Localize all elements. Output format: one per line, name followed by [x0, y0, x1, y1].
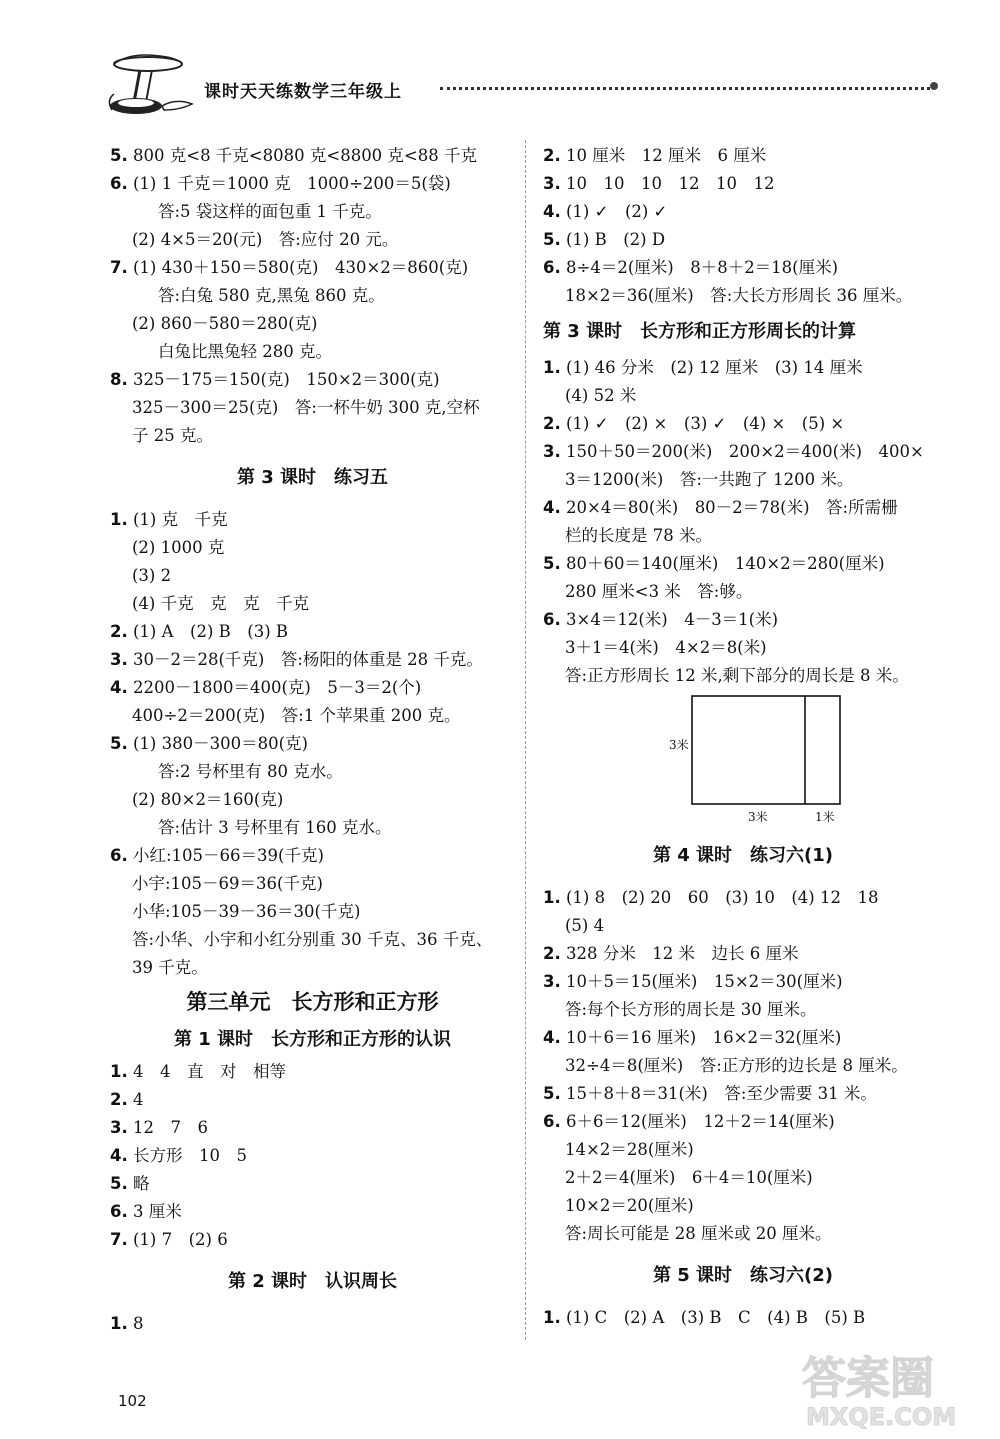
answer-line [110, 198, 515, 226]
answer-text: 400÷2＝200(克) 答:1 个苹果重 200 克。 [132, 706, 461, 725]
answer-line [110, 926, 515, 954]
question-number: 5. [543, 1084, 561, 1103]
answer-text: 3 厘米 [133, 1202, 182, 1221]
answer-line [110, 898, 515, 926]
answer-text: (1) B (2) D [566, 230, 666, 249]
answer-text: 20×4＝80(米) 80－2＝78(米) 答:所需栅 [566, 498, 898, 517]
answer-line [110, 282, 515, 310]
header-title: 课时天天练数学三年级上 [204, 82, 402, 102]
lamp-logo-icon [100, 50, 200, 120]
answer-line [543, 466, 943, 494]
question-number: 2. [543, 414, 561, 433]
answer-line [110, 954, 515, 982]
answer-text: 39 千克。 [132, 958, 208, 977]
answer-line [110, 1170, 515, 1198]
question-number: 3. [543, 972, 561, 991]
page-number: 102 [118, 1392, 147, 1410]
answer-line [543, 1024, 943, 1052]
answer-text: 子 25 克。 [132, 426, 213, 445]
answer-text: 小华:105－39－36＝30(千克) [132, 902, 361, 921]
answer-line [110, 366, 515, 394]
answer-line [110, 254, 515, 282]
answer-text: 325－175＝150(克) 150×2＝300(克) [133, 370, 440, 389]
answer-text: 白兔比黑兔轻 280 克。 [158, 342, 332, 361]
answer-text: 6＋6＝12(厘米) 12＋2＝14(厘米) [566, 1112, 835, 1131]
question-number: 1. [543, 1308, 561, 1327]
answer-text: (1) ✓ (2) ✓ [566, 202, 668, 221]
answer-text: (1) C (2) A (3) B C (4) B (5) B [566, 1308, 866, 1327]
rectangle-diagram [543, 690, 943, 828]
answer-text: 30－2＝28(千克) 答:杨阳的体重是 28 千克。 [133, 650, 483, 669]
answer-line [543, 522, 943, 550]
answer-text: 328 分米 12 米 边长 6 厘米 [566, 944, 799, 963]
answer-text: (3) 2 [132, 566, 172, 585]
question-number: 3. [543, 174, 561, 193]
answer-line [110, 1114, 515, 1142]
answer-line [543, 968, 943, 996]
question-number: 6. [543, 610, 561, 629]
figure-label-height: 3米 [669, 738, 689, 752]
answer-text: 答:5 袋这样的面包重 1 千克。 [158, 202, 382, 221]
svg-text:答案圈: 答案圈 [802, 1353, 934, 1404]
question-number: 5. [110, 146, 128, 165]
question-number: 5. [543, 230, 561, 249]
answer-text: 15＋8＋8＝31(米) 答:至少需要 31 米。 [566, 1084, 877, 1103]
question-number: 3. [110, 650, 128, 669]
answer-line [110, 814, 515, 842]
answer-text: 80＋60＝140(厘米) 140×2＝280(厘米) [566, 554, 885, 573]
answer-text: 答:估计 3 号杯里有 160 克水。 [158, 818, 392, 837]
answer-text: (2) 4×5＝20(元) 答:应付 20 元。 [132, 230, 399, 249]
answer-text: (1) 380－300＝80(克) [133, 734, 308, 753]
answer-text: 2＋2＝4(厘米) 6＋4＝10(厘米) [565, 1168, 813, 1187]
answer-text: 18×2＝36(厘米) 答:大长方形周长 36 厘米。 [565, 286, 913, 305]
answer-text: 8÷4＝2(厘米) 8＋8＋2＝18(厘米) [566, 258, 839, 277]
question-number: 8. [110, 370, 128, 389]
answer-line [110, 758, 515, 786]
svg-text:MXQE.COM: MXQE.COM [806, 1403, 957, 1431]
answer-line [543, 438, 943, 466]
question-number: 1. [543, 888, 561, 907]
answer-text: (1) A (2) B (3) B [133, 622, 289, 641]
answer-line [543, 170, 943, 198]
question-number: 5. [110, 734, 128, 753]
lesson-heading: 第 1 课时 长方形和正方形的认识 [173, 1029, 452, 1050]
lesson-heading: 第 3 课时 长方形和正方形周长的计算 [543, 321, 857, 342]
question-number: 3. [110, 1118, 128, 1137]
answer-text: 32÷4＝8(厘米) 答:正方形的边长是 8 厘米。 [565, 1056, 908, 1075]
header-dotted-rule [440, 87, 930, 90]
question-number: 6. [110, 174, 128, 193]
answer-line [110, 534, 515, 562]
answer-line [110, 226, 515, 254]
question-number: 1. [543, 358, 561, 377]
answer-line [543, 354, 943, 382]
answer-text: 栏的长度是 78 米。 [565, 526, 712, 545]
question-number: 6. [110, 1202, 128, 1221]
answer-line [543, 494, 943, 522]
answer-line [543, 226, 943, 254]
question-number: 1. [110, 1062, 128, 1081]
question-number: 7. [110, 1230, 128, 1249]
answer-text: 略 [133, 1174, 150, 1193]
answer-line [110, 730, 515, 758]
question-number: 1. [110, 1314, 128, 1333]
answer-line [110, 1086, 515, 1114]
answer-text: 10 10 10 12 10 12 [566, 174, 775, 193]
answer-line [110, 870, 515, 898]
answer-line [110, 646, 515, 674]
header-dot [930, 82, 938, 90]
answer-line [110, 310, 515, 338]
answer-line [110, 422, 515, 450]
page-header [100, 50, 940, 130]
answer-line [543, 382, 943, 410]
question-number: 4. [110, 1146, 128, 1165]
answer-text: (1) 8 (2) 20 60 (3) 10 (4) 12 18 [566, 888, 879, 907]
answer-text: 小宇:105－69＝36(千克) [132, 874, 323, 893]
answer-text: 答:每个长方形的周长是 30 厘米。 [565, 1000, 817, 1019]
answer-line [543, 634, 943, 662]
answer-line [110, 702, 515, 730]
answer-text: 10＋6＝16 厘米) 16×2＝32(厘米) [566, 1028, 842, 1047]
answer-line [543, 550, 943, 578]
question-number: 6. [110, 846, 128, 865]
answer-line [543, 662, 943, 690]
question-number: 5. [110, 1174, 128, 1193]
answer-line [543, 1192, 943, 1220]
answer-line [543, 912, 943, 940]
answer-line [110, 170, 515, 198]
answer-line [543, 410, 943, 438]
answer-line [543, 1052, 943, 1080]
answer-text: (5) 4 [565, 916, 605, 935]
question-number: 4. [543, 202, 561, 221]
answer-line [543, 1108, 943, 1136]
answer-text: 答:周长可能是 28 厘米或 20 厘米。 [565, 1224, 832, 1243]
answer-line [110, 590, 515, 618]
answer-text: 答:正方形周长 12 米,剩下部分的周长是 8 米。 [565, 666, 909, 685]
answer-line [110, 1198, 515, 1226]
unit-title: 第三单元 长方形和正方形 [186, 990, 439, 1014]
answer-text: (4) 千克 克 克 千克 [132, 594, 310, 613]
answer-line [110, 618, 515, 646]
answer-text: (2) 1000 克 [132, 538, 225, 557]
answer-text: 答:小华、小宇和小红分别重 30 千克、36 千克、 [132, 930, 493, 949]
answer-line [110, 562, 515, 590]
answer-text: 150＋50＝200(米) 200×2＝400(米) 400× [566, 442, 924, 461]
answer-text: 4 [133, 1090, 144, 1109]
answer-line [110, 842, 515, 870]
answer-line [110, 1058, 515, 1086]
answer-text: 3×4＝12(米) 4－3＝1(米) [566, 610, 779, 629]
question-number: 7. [110, 258, 128, 277]
answer-line [110, 338, 515, 366]
answer-line [543, 1136, 943, 1164]
answer-text: 2200－1800＝400(克) 5－3＝2(个) [133, 678, 422, 697]
answer-text: 长方形 10 5 [133, 1146, 247, 1165]
answer-text: 14×2＝28(厘米) [565, 1140, 694, 1159]
figure-label-width: 3米 [748, 810, 768, 824]
question-number: 2. [110, 1090, 128, 1109]
left-column [110, 142, 515, 1338]
question-number: 4. [543, 1028, 561, 1047]
question-number: 6. [543, 258, 561, 277]
figure-label-strip: 1米 [815, 810, 835, 824]
answer-text: 答:2 号杯里有 80 克水。 [158, 762, 343, 781]
answer-text: (1) ✓ (2) × (3) ✓ (4) × (5) × [566, 414, 845, 433]
question-number: 4. [110, 678, 128, 697]
question-number: 3. [543, 442, 561, 461]
answer-text: 325－300＝25(克) 答:一杯牛奶 300 克,空杯 [132, 398, 480, 417]
answer-line [543, 142, 943, 170]
answer-text: 800 克<8 千克<8080 克<8800 克<88 千克 [133, 146, 477, 165]
question-number: 4. [543, 498, 561, 517]
answer-text: 3＋1＝4(米) 4×2＝8(米) [565, 638, 767, 657]
answer-text: (2) 80×2＝160(克) [132, 790, 284, 809]
right-column [543, 142, 943, 1332]
answer-line [543, 1220, 943, 1248]
answer-line [543, 254, 943, 282]
watermark-stamp-icon [800, 1335, 980, 1431]
answer-line [543, 996, 943, 1024]
answer-text: 10×2＝20(厘米) [565, 1196, 694, 1215]
answer-text: 3＝1200(米) 答:一共跑了 1200 米。 [565, 470, 854, 489]
answer-line [110, 674, 515, 702]
answer-line [543, 1164, 943, 1192]
answer-line [110, 142, 515, 170]
answer-line [110, 1142, 515, 1170]
answer-text: 8 [133, 1314, 144, 1333]
answer-line [543, 198, 943, 226]
answer-text: 10＋5＝15(厘米) 15×2＝30(厘米) [566, 972, 843, 991]
question-number: 2. [543, 944, 561, 963]
rectangle-figure [543, 690, 943, 828]
lesson-heading: 第 4 课时 练习六(1) [652, 845, 834, 866]
answer-line [110, 1226, 515, 1254]
answer-text: (1) 46 分米 (2) 12 厘米 (3) 14 厘米 [566, 358, 863, 377]
answer-text: (1) 7 (2) 6 [133, 1230, 228, 1249]
lesson-heading: 第 2 课时 认识周长 [227, 1271, 398, 1292]
question-number: 5. [543, 554, 561, 573]
answer-text: (4) 52 米 [565, 386, 637, 405]
answer-line [543, 578, 943, 606]
answer-line [543, 1304, 943, 1332]
answer-line [543, 606, 943, 634]
answer-line [543, 282, 943, 310]
answer-text: (2) 860－580＝280(克) [132, 314, 318, 333]
answer-text: 10 厘米 12 厘米 6 厘米 [566, 146, 767, 165]
lesson-heading: 第 3 课时 练习五 [236, 467, 389, 488]
answer-text: 12 7 6 [133, 1118, 208, 1137]
answer-line [110, 1310, 515, 1338]
column-divider [525, 140, 526, 1340]
question-number: 1. [110, 510, 128, 529]
answer-text: (1) 克 千克 [133, 510, 228, 529]
answer-line [110, 394, 515, 422]
answer-line [543, 1080, 943, 1108]
answer-text: 答:白兔 580 克,黑兔 860 克。 [158, 286, 385, 305]
answer-text: (1) 1 千克＝1000 克 1000÷200＝5(袋) [133, 174, 451, 193]
answer-text: 4 4 直 对 相等 [133, 1062, 286, 1081]
answer-line [110, 786, 515, 814]
question-number: 2. [110, 622, 128, 641]
answer-line [543, 940, 943, 968]
answer-line [110, 506, 515, 534]
answer-text: 小红:105－66＝39(千克) [133, 846, 324, 865]
answer-line [543, 884, 943, 912]
answer-text: (1) 430＋150＝580(克) 430×2＝860(克) [133, 258, 469, 277]
question-number: 6. [543, 1112, 561, 1131]
answer-text: 280 厘米<3 米 答:够。 [565, 582, 753, 601]
question-number: 2. [543, 146, 561, 165]
lesson-heading: 第 5 课时 练习六(2) [652, 1265, 834, 1286]
